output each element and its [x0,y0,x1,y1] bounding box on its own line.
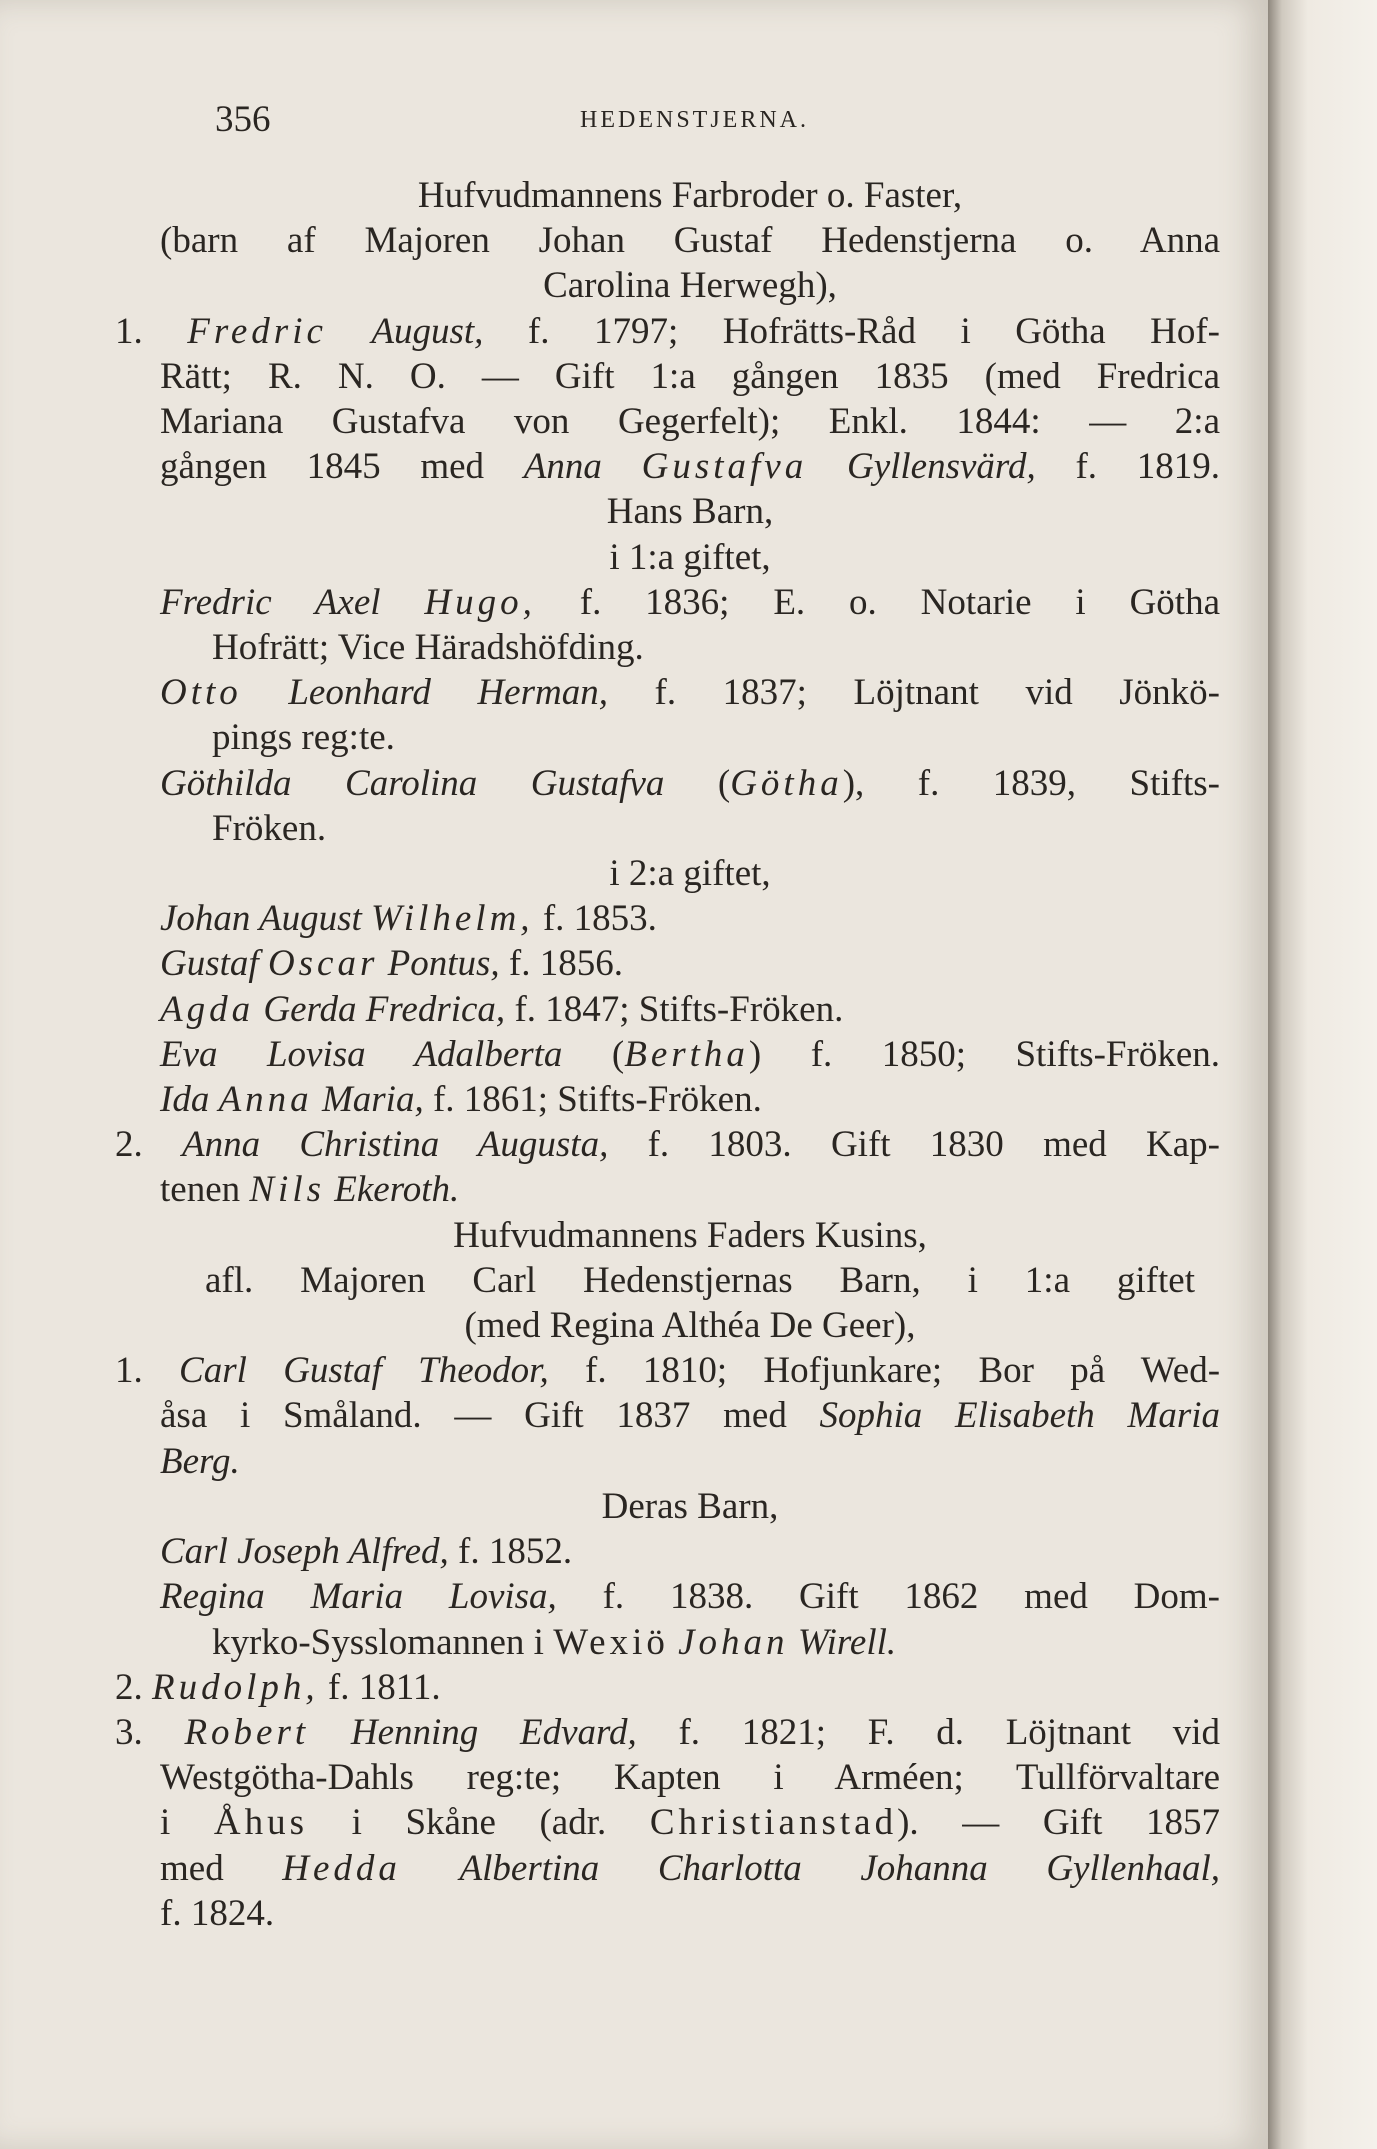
text-run [242,672,289,713]
italic-name: Otto [160,672,242,714]
text-line [160,1393,1220,1438]
text-line [160,218,1220,263]
italic-name: Göthilda Carolina Gustafva [160,762,665,804]
text-run: Hans Barn, [606,491,774,533]
italic-name: Henning Edvard, [350,1711,637,1753]
entry-line [160,1529,1220,1574]
entry-line [160,670,1220,715]
text-run [381,582,425,623]
text-run: åsa i Småland. — Gift 1837 med [160,1395,820,1437]
text-line [160,715,1220,760]
text-run: f. 1852. [448,1531,573,1573]
italic-name: Johan [678,1621,789,1663]
page-header [0,95,1268,145]
text-run [327,311,372,352]
italic-name: Fredric Axel [160,581,381,623]
italic-name: Agda [160,988,255,1030]
text-line [160,1846,1220,1891]
text-run: med [160,1847,283,1889]
text-run: f. 1811. [318,1666,441,1708]
text-run: Wexiö [553,1621,669,1663]
entry-line [160,896,1220,941]
genealogy-text [115,173,1221,1936]
italic-name: Carl Joseph Alfred, [160,1531,449,1573]
italic-name: Sophia Elisabeth Maria [819,1395,1220,1437]
text-line [160,399,1220,444]
text-run: f. 1824. [160,1892,275,1934]
text-run: f. 1821; F. d. Löjtnant vid [636,1711,1221,1753]
italic-name: Johan August [160,898,362,940]
subheading [160,535,1220,580]
italic-name: Fredric [187,310,327,352]
section-heading [160,1213,1220,1258]
text-run: f. 1803. Gift 1830 med Kap- [608,1124,1220,1166]
text-run: i 1:a giftet, [609,536,771,578]
italic-name: Gyllensvärd, [846,446,1036,488]
text-run: Carolina Herwegh), [543,265,837,307]
italic-name: Albertina Charlotta Johanna Gyllenhaal, [459,1847,1220,1889]
text-run: 2. [115,1124,183,1166]
text-run [378,943,387,984]
entry-line [160,941,1220,986]
text-run: ) f. 1850; Stifts-Fröken. [748,1033,1220,1075]
page-gutter [1268,0,1377,2149]
text-run [807,446,847,487]
text-run: Christianstad [649,1802,898,1844]
entry-line [115,1348,1220,1393]
italic-name: Gustafva [641,446,808,488]
italic-name: Leonhard Herman, [288,672,608,714]
text-run: Rätt; R. N. O. — Gift 1:a gången 1835 (med Fredrica [160,355,1220,397]
text-run [254,989,263,1030]
text-run: kyrko-Sysslomannen i [212,1621,554,1663]
entry-line [115,1122,1220,1167]
text-line [160,1755,1220,1800]
italic-name: Regina Maria Lovisa, [160,1576,557,1618]
italic-name: Berg. [160,1440,240,1482]
italic-name: Oscar [267,943,379,985]
subheading [160,489,1220,534]
entry-line [160,1077,1220,1122]
text-line [160,1439,1220,1484]
text-run [362,898,371,939]
text-run: ), f. 1839, Stifts- [842,762,1220,804]
text-run: Hofrätt; Vice Häradshöfding. [212,627,644,669]
text-run: f. 1810; Hofjunkare; Bor på Wed- [548,1350,1221,1392]
text-run: f. 1836; E. o. Notarie i Götha [535,581,1220,623]
text-line [160,806,1220,851]
section-heading [160,173,1220,218]
text-line [160,1620,1220,1665]
subheading [160,1484,1220,1529]
text-run: 3. [115,1711,185,1753]
italic-name: Carl Gustaf Theodor, [179,1350,549,1392]
text-run: i [160,1802,214,1844]
text-line [160,1891,1220,1936]
text-run [259,943,268,984]
text-run: Hufvudmannens Faders Kusins, [453,1214,927,1256]
italic-name: Anna [218,1079,313,1121]
italic-name: Wilhelm, [371,898,534,940]
text-line [160,444,1220,489]
text-line [160,1800,1220,1845]
text-run: f. 1861; Stifts-Fröken. [423,1079,762,1121]
text-run: (barn af Majoren Johan Gustaf Hedenstjerna o. Anna [160,220,1220,262]
text-run [789,1622,798,1663]
text-run: Fröken. [212,807,327,849]
text-run: Westgötha-Dahls reg:te; Kapten i Arméen; Tullförvaltare [160,1757,1220,1799]
text-run: f. 1853. [533,898,657,940]
text-run: Hufvudmannens Farbroder o. Faster, [417,175,963,216]
text-run: f. 1797; Hofrätts-Råd i Götha Hof- [483,310,1220,352]
text-run: f. 1819. [1035,446,1221,488]
text-run: Mariana Gustafva von Gegerfelt); Enkl. 1844: — 2:a [160,401,1220,443]
page-number: 356 [215,99,271,140]
italic-name: Maria, [321,1079,424,1121]
italic-name: Nils [249,1169,326,1211]
text-run: (med Regina Althéa De Geer), [464,1305,916,1347]
running-title: HEDENSTJERNA. [580,107,809,133]
entry-line [115,1710,1220,1755]
text-line [160,354,1220,399]
text-run: pings reg:te. [212,717,395,759]
text-run: 1. [115,1350,180,1392]
text-run: i 2:a giftet, [609,853,771,895]
text-run: f. 1847; Stifts-Fröken. [505,988,844,1030]
text-run: ( [664,762,731,804]
entry-line [115,309,1220,354]
text-run: ). — Gift 1857 [897,1802,1220,1844]
italic-name: Anna Christina Augusta, [182,1124,609,1166]
italic-name: Götha [730,762,843,804]
italic-name: Gerda Fredrica, [263,988,506,1030]
text-run: Åhus [213,1802,308,1844]
text-run [309,1712,351,1753]
text-run: ( [562,1033,625,1075]
text-run: f. 1856. [499,943,623,985]
italic-name: Eva Lovisa Adalberta [160,1033,563,1075]
text-line [160,1303,1220,1348]
text-run [313,1079,322,1120]
text-run [209,1079,218,1120]
text-run: f. 1837; Löjtnant vid Jönkö- [607,672,1221,714]
text-line [160,1258,1220,1303]
text-line [160,1167,1220,1212]
italic-name: Gustaf [160,943,259,985]
entry-line [160,987,1220,1032]
italic-name: Wirell. [797,1621,897,1663]
italic-name: Pontus, [387,943,500,985]
italic-name: Anna [523,446,602,488]
text-run: tenen [160,1169,250,1211]
entry-line [160,580,1220,625]
entry-line [160,761,1220,806]
entry-line [115,1665,1220,1710]
text-line [160,625,1220,670]
text-run [602,446,642,487]
italic-name: Robert [184,1711,310,1753]
italic-name: Ekeroth. [334,1169,460,1211]
text-run: Deras Barn, [601,1485,779,1527]
text-run: gången 1845 med [160,446,524,488]
italic-name: Hugo, [424,581,536,623]
italic-name: Hedda [282,1847,401,1889]
subheading [160,851,1220,896]
text-run: i Skåne (adr. [308,1802,650,1844]
italic-name: August, [371,310,484,352]
text-run [325,1169,334,1210]
text-run: 1. [115,310,188,352]
text-run: 2. [115,1666,152,1708]
italic-name: Ida [160,1079,210,1121]
entry-line [160,1574,1220,1619]
text-line [160,263,1220,308]
italic-name: Rudolph, [152,1666,319,1708]
text-run: afl. Majoren Carl Hedenstjernas Barn, i 1:a giftet [205,1259,1195,1301]
text-run [401,1848,460,1889]
text-run [669,1622,678,1663]
italic-name: Bertha [624,1033,749,1075]
entry-line [160,1032,1220,1077]
text-run: f. 1838. Gift 1862 med Dom- [556,1576,1220,1618]
